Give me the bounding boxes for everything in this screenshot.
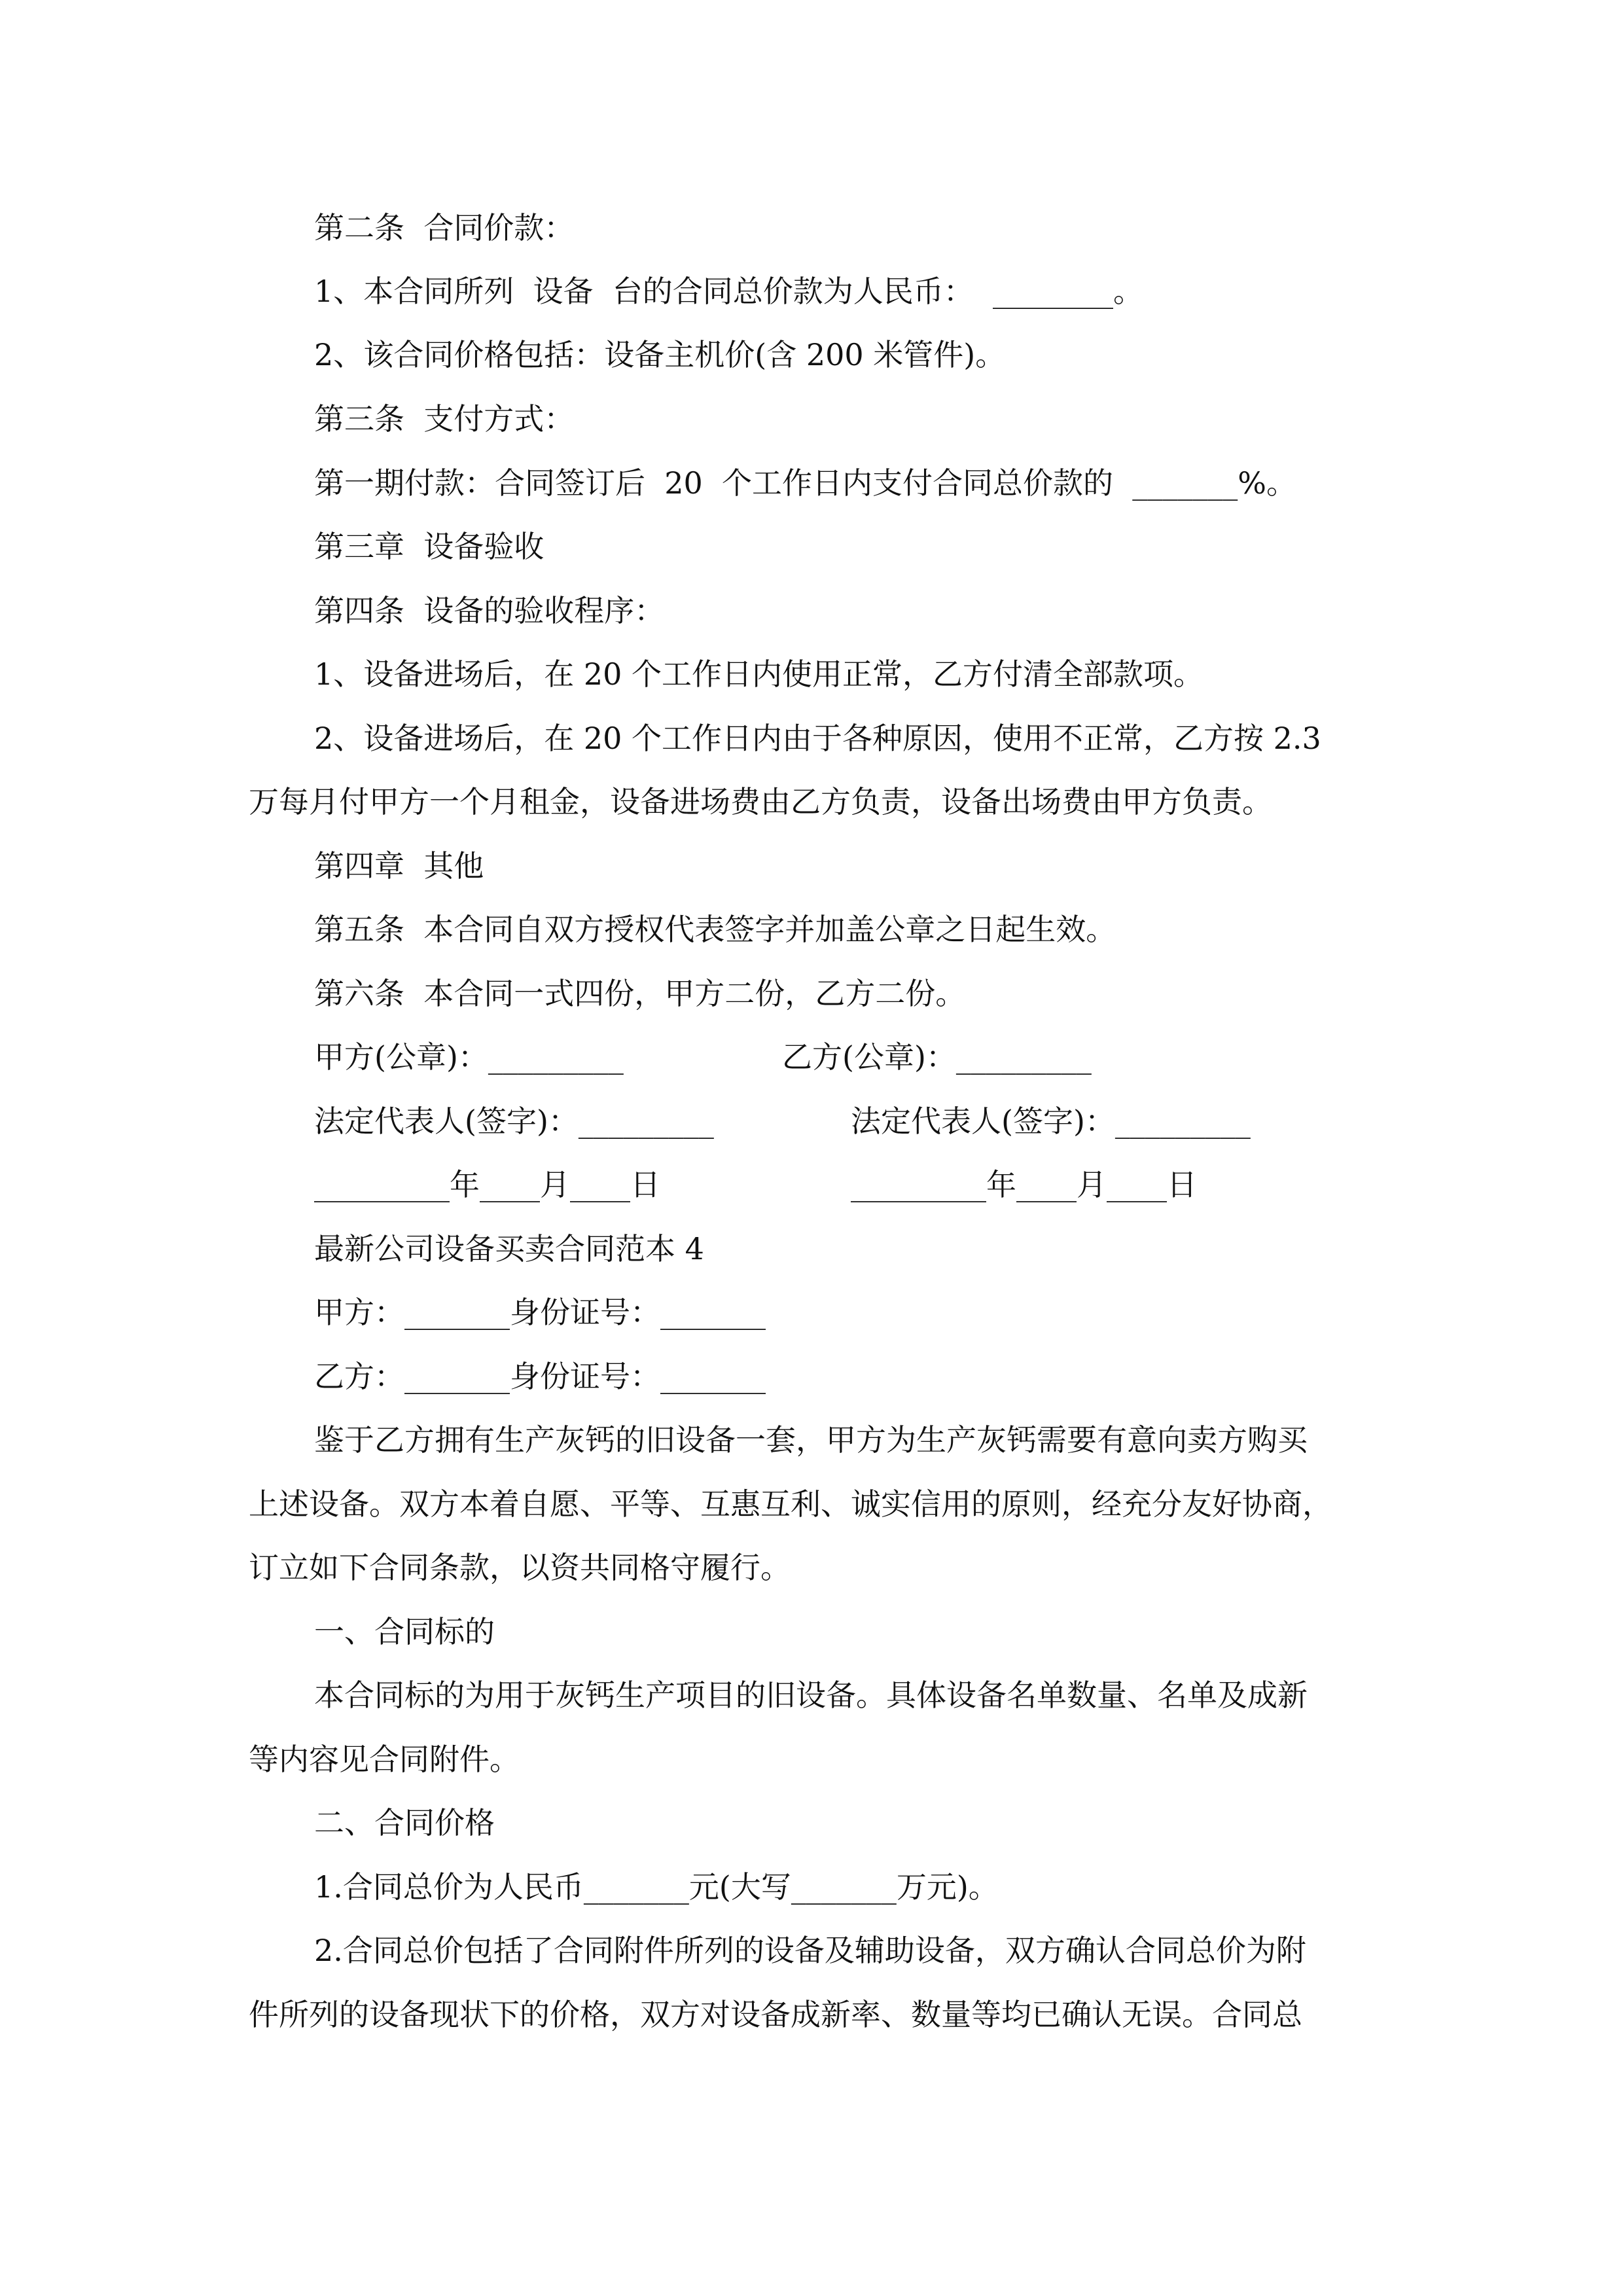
party-a-date: _________年____月____日 <box>314 1167 660 1202</box>
article-6: 第六条 本合同一式四份，甲方二份，乙方二份。 <box>314 976 966 1011</box>
chapter-4-heading: 第四章 其他 <box>314 848 484 884</box>
article-2-item-2: 2、该合同价格包括：设备主机价(含 200 米管件)。 <box>314 337 1006 372</box>
article-2-title: 第二条 合同价款： <box>314 210 575 245</box>
contract-4-section-2-item-2-line-2: 件所列的设备现状下的价格，双方对设备成新率、数量等均已确认无误。合同总 <box>249 1997 1302 2032</box>
article-2-item-1: 1、本合同所列 设备 台的合同总价款为人民币： ________。 <box>314 274 1143 309</box>
party-a-seal: 甲方(公章)：_________ <box>314 1039 624 1075</box>
contract-4-title: 最新公司设备买卖合同范本 4 <box>314 1231 704 1266</box>
contract-4-intro-line-2: 上述设备。双方本着自愿、平等、互惠互利、诚实信用的原则，经充分友好协商， <box>249 1486 1332 1522</box>
article-3-item-1: 第一期付款：合同签订后 20 个工作日内支付合同总价款的 _______%。 <box>314 465 1296 501</box>
contract-4-section-2-item-2-line-1: 2.合同总价包括了合同附件所列的设备及辅助设备，双方确认合同总价为附 <box>314 1933 1306 1968</box>
chapter-3-heading: 第三章 设备验收 <box>314 529 544 564</box>
party-a-representative: 法定代表人(签字)：_________ <box>314 1103 714 1139</box>
article-3-title: 第三条 支付方式： <box>314 401 575 437</box>
article-4-item-2-line-2: 万每月付甲方一个月租金，设备进场费由乙方负责，设备出场费由甲方负责。 <box>249 784 1272 819</box>
contract-4-section-2-item-1: 1.合同总价为人民币_______元(大写_______万元)。 <box>314 1869 999 1905</box>
contract-4-section-1-line-2: 等内容见合同附件。 <box>249 1742 520 1777</box>
article-4-item-1: 1、设备进场后，在 20 个工作日内使用正常，乙方付清全部款项。 <box>314 656 1204 692</box>
party-b-date: _________年____月____日 <box>851 1167 1197 1202</box>
contract-4-section-1-title: 一、合同标的 <box>314 1614 495 1649</box>
party-b-representative: 法定代表人(签字)：_________ <box>851 1103 1251 1139</box>
contract-4-intro-line-1: 鉴于乙方拥有生产灰钙的旧设备一套，甲方为生产灰钙需要有意向卖方购买 <box>314 1422 1308 1458</box>
contract-4-intro-line-3: 订立如下合同条款，以资共同格守履行。 <box>249 1550 791 1585</box>
party-b-seal: 乙方(公章)：_________ <box>782 1039 1092 1075</box>
contract-4-section-2-title: 二、合同价格 <box>314 1805 495 1840</box>
article-5: 第五条 本合同自双方授权代表签字并加盖公章之日起生效。 <box>314 912 1116 947</box>
article-4-title: 第四条 设备的验收程序： <box>314 593 665 628</box>
signature-rep-row <box>0 1102 1623 1141</box>
signature-seal-row <box>0 1037 1623 1077</box>
signature-date-row <box>0 1165 1623 1204</box>
contract-4-section-1-line-1: 本合同标的为用于灰钙生产项目的旧设备。具体设备名单数量、名单及成新 <box>314 1677 1308 1713</box>
contract-4-party-a: 甲方：_______身份证号：_______ <box>314 1295 766 1330</box>
article-4-item-2-line-1: 2、设备进场后，在 20 个工作日内由于各种原因，使用不正常，乙方按 2.3 <box>314 721 1321 756</box>
contract-4-party-b: 乙方：_______身份证号：_______ <box>314 1359 766 1394</box>
